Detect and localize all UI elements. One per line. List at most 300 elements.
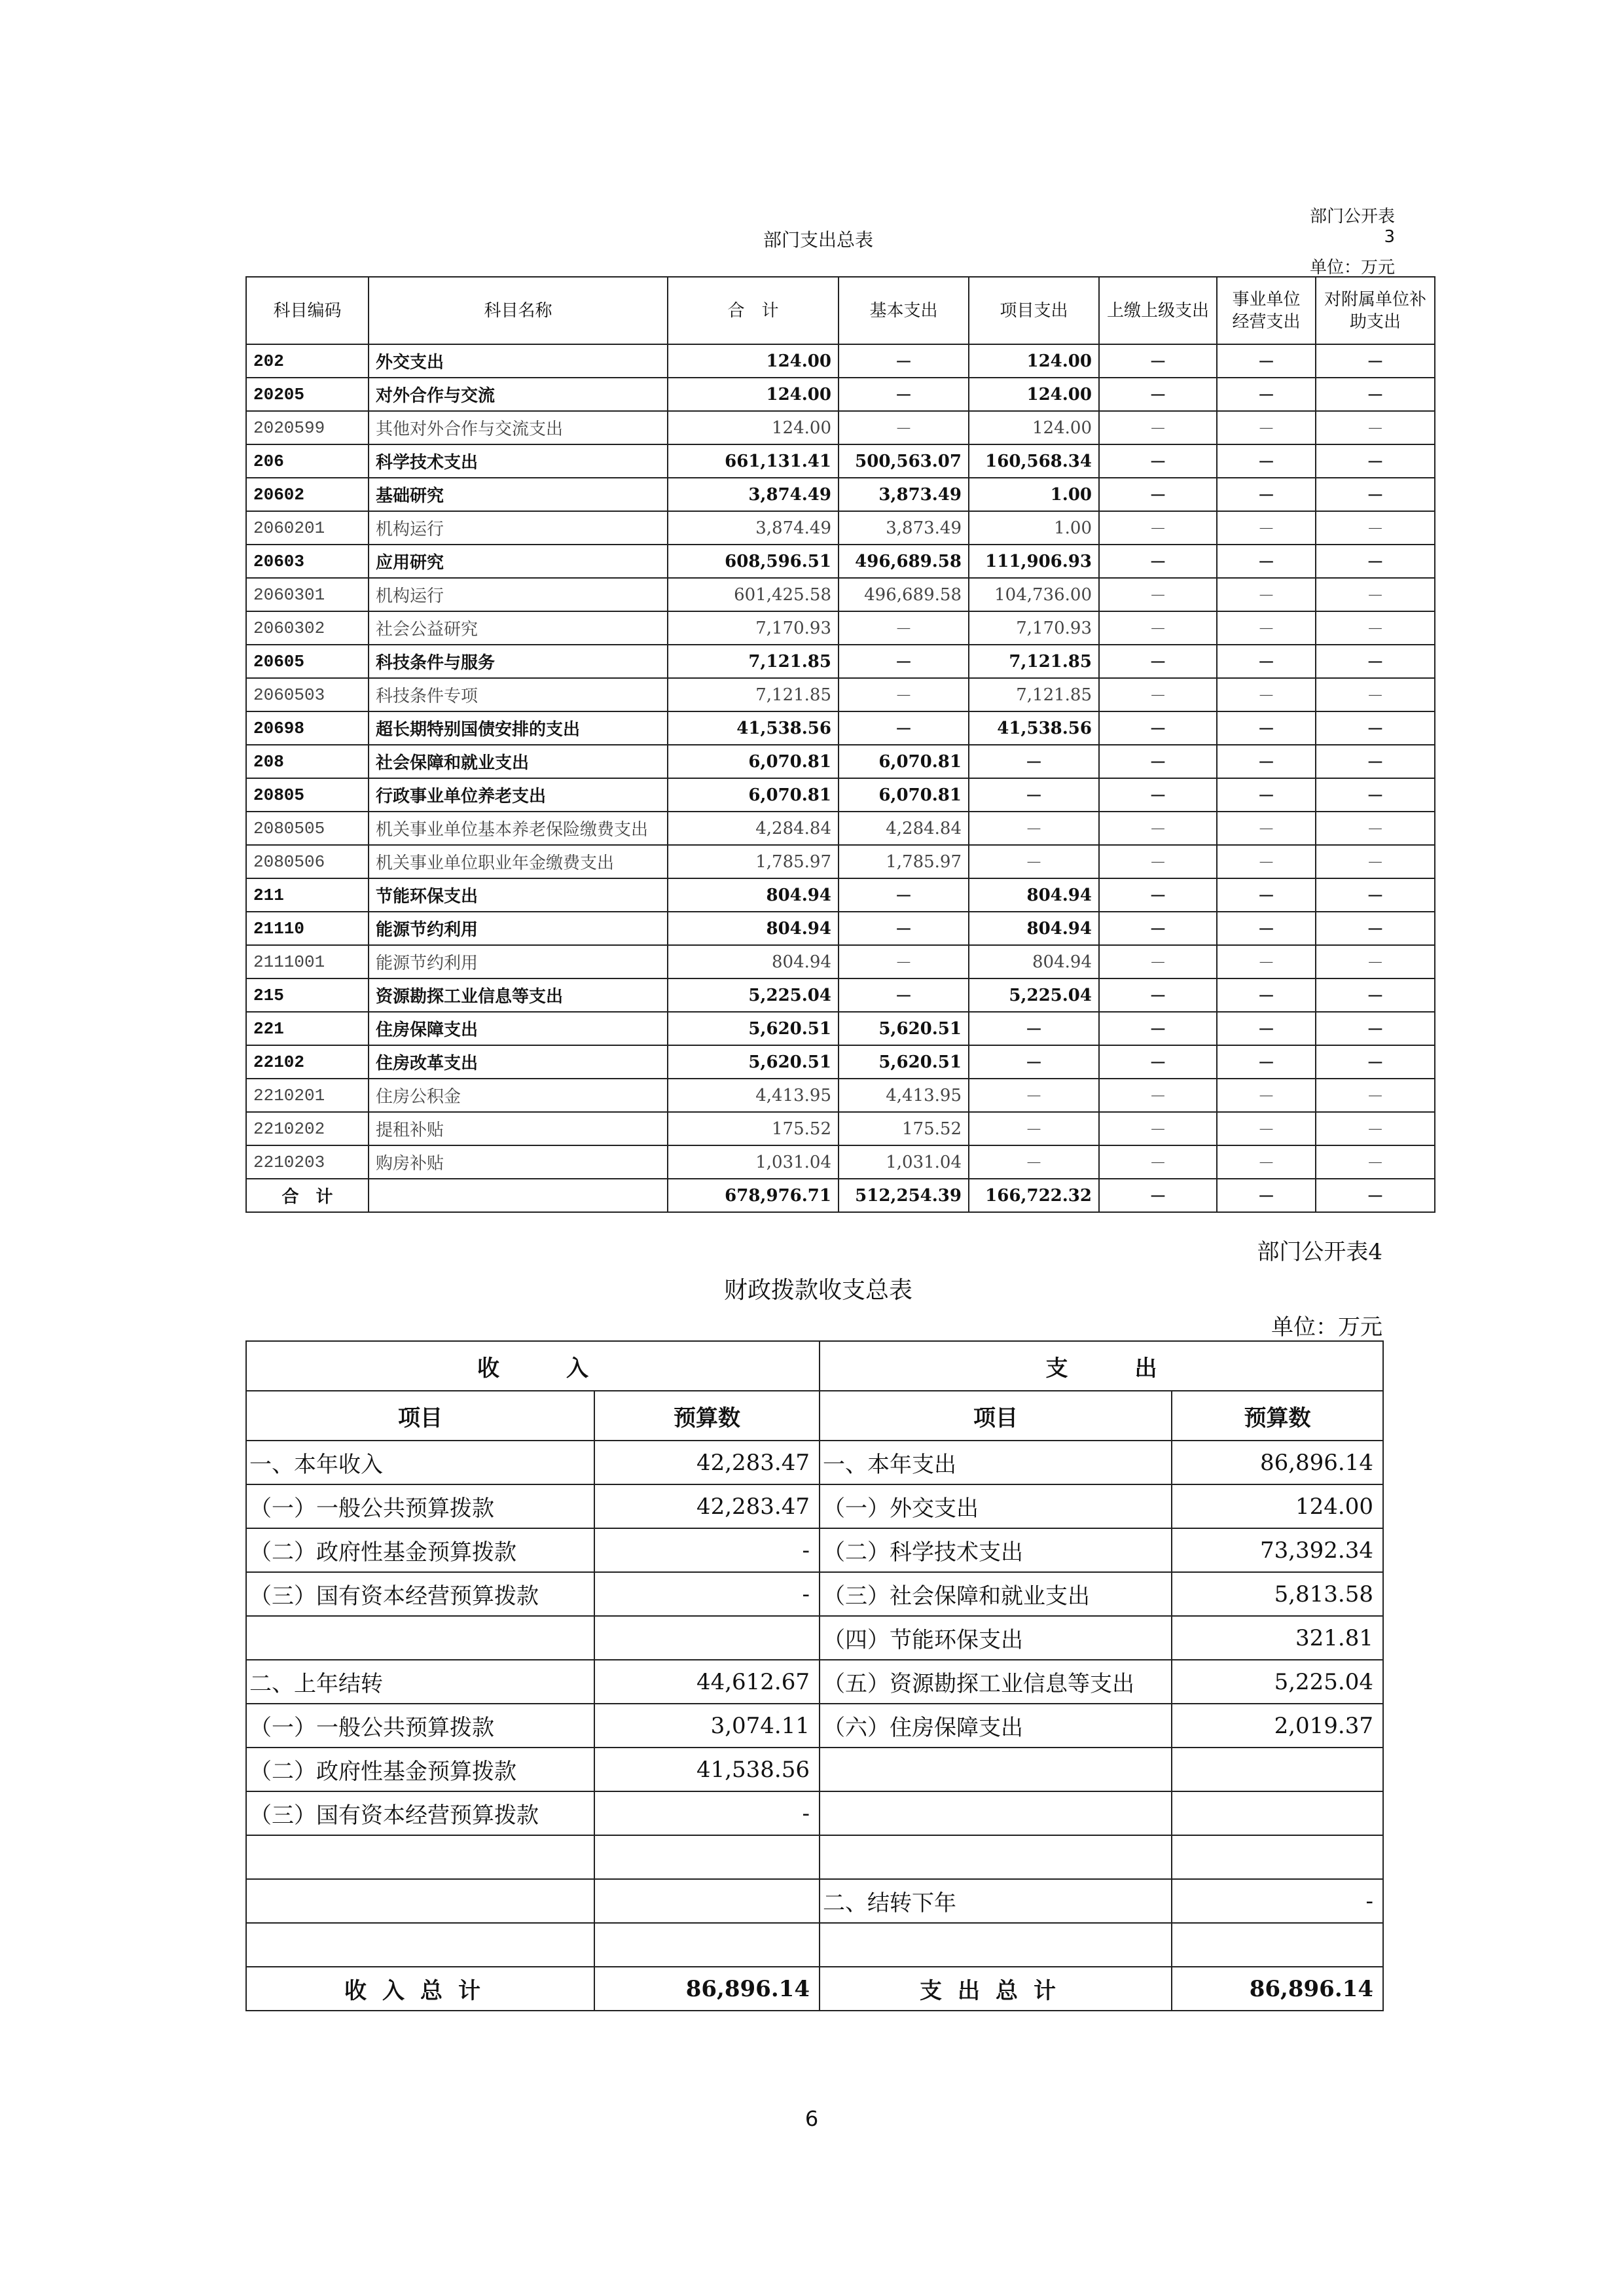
cell-code: 22102 [246, 1045, 369, 1079]
expenditure-summary-table [245, 276, 1435, 1213]
cell-basic: － [839, 611, 969, 645]
cell-sub: － [1316, 745, 1435, 778]
cell-biz: － [1217, 845, 1316, 878]
income-amount: - [594, 1528, 820, 1572]
cell-biz: － [1217, 444, 1316, 478]
expense-header: 支 出 [820, 1341, 1383, 1391]
cell-name: 机构运行 [369, 578, 668, 611]
cell-name: 其他对外合作与交流支出 [369, 411, 668, 444]
cell-upper: － [1099, 711, 1217, 745]
cell-total: 6,070.81 [668, 745, 839, 778]
cell-project: 804.94 [969, 912, 1099, 945]
cell-basic: － [839, 678, 969, 711]
cell-total: 5,225.04 [668, 978, 839, 1012]
table-row [246, 845, 1435, 878]
cell-biz: － [1217, 711, 1316, 745]
expense-item: 一、本年支出 [820, 1441, 1172, 1484]
cell-biz: － [1217, 978, 1316, 1012]
cell-basic: － [839, 378, 969, 411]
cell-name: 社会公益研究 [369, 611, 668, 645]
cell-name: 科学技术支出 [369, 444, 668, 478]
cell-code: 20605 [246, 645, 369, 678]
table-row [246, 411, 1435, 444]
cell-project: 7,121.85 [969, 678, 1099, 711]
fiscal-appropriation-table [245, 1340, 1384, 2011]
cell-sub: － [1316, 1045, 1435, 1079]
cell-name: 提租补贴 [369, 1112, 668, 1145]
cell-code: 2080505 [246, 812, 369, 845]
expense-amount [1172, 1791, 1383, 1835]
cell-project: － [969, 1112, 1099, 1145]
table3-header-row [246, 277, 1435, 344]
cell-sub: － [1316, 845, 1435, 878]
table4-total-row [246, 1967, 1383, 2011]
expense-total-label: 支出总计 [820, 1967, 1172, 2011]
expense-amount-header: 预算数 [1172, 1391, 1383, 1441]
table-row [246, 344, 1435, 378]
cell-upper: － [1099, 812, 1217, 845]
cell-biz: － [1217, 1079, 1316, 1112]
cell-code: 2080506 [246, 845, 369, 878]
cell-basic: 4,413.95 [839, 1079, 969, 1112]
table-row [246, 645, 1435, 678]
cell-basic: 175.52 [839, 1112, 969, 1145]
cell-upper: － [1099, 978, 1217, 1012]
cell-basic: 500,563.07 [839, 444, 969, 478]
cell-project: 124.00 [969, 344, 1099, 378]
cell-total: 4,284.84 [668, 812, 839, 845]
income-item: 一、本年收入 [246, 1441, 594, 1484]
cell-biz: － [1217, 1112, 1316, 1145]
table3-body [246, 344, 1435, 1212]
cell-sub: － [1316, 945, 1435, 978]
cell-biz: － [1217, 545, 1316, 578]
expense-item [820, 1748, 1172, 1791]
cell-name: 科技条件专项 [369, 678, 668, 711]
income-item: （一）一般公共预算拨款 [246, 1704, 594, 1748]
cell-sub: － [1316, 444, 1435, 478]
cell-sub: － [1316, 1112, 1435, 1145]
cell-biz: － [1217, 812, 1316, 845]
cell-biz: － [1217, 1045, 1316, 1079]
cell-name: 超长期特别国债安排的支出 [369, 711, 668, 745]
cell-upper: － [1099, 912, 1217, 945]
cell-name: 应用研究 [369, 545, 668, 578]
cell-upper: － [1099, 1145, 1217, 1179]
cell-total: 678,976.71 [668, 1179, 839, 1212]
cell-name: 节能环保支出 [369, 878, 668, 912]
cell-project: － [969, 1012, 1099, 1045]
cell-total: 41,538.56 [668, 711, 839, 745]
income-amount: 44,612.67 [594, 1660, 820, 1704]
expense-item: （四）节能环保支出 [820, 1616, 1172, 1660]
cell-code: 202 [246, 344, 369, 378]
income-item: （三）国有资本经营预算拨款 [246, 1572, 594, 1616]
cell-total: 6,070.81 [668, 778, 839, 812]
cell-biz: － [1217, 912, 1316, 945]
cell-biz: － [1217, 1012, 1316, 1045]
expense-item [820, 1835, 1172, 1879]
cell-code: 221 [246, 1012, 369, 1045]
income-item: （三）国有资本经营预算拨款 [246, 1791, 594, 1835]
cell-total: 608,596.51 [668, 545, 839, 578]
cell-basic: 1,785.97 [839, 845, 969, 878]
cell-name: 住房保障支出 [369, 1012, 668, 1045]
cell-upper: － [1099, 1079, 1217, 1112]
table-row [246, 1748, 1383, 1791]
table-row [246, 1660, 1383, 1704]
table-row [246, 1484, 1383, 1528]
cell-project: 1.00 [969, 511, 1099, 545]
cell-project: － [969, 845, 1099, 878]
cell-name: 社会保障和就业支出 [369, 745, 668, 778]
cell-sub: － [1316, 778, 1435, 812]
header-project: 项目支出 [969, 277, 1099, 344]
cell-total: 601,425.58 [668, 578, 839, 611]
cell-basic: － [839, 912, 969, 945]
cell-project: 111,906.93 [969, 545, 1099, 578]
cell-project: － [969, 1079, 1099, 1112]
cell-name: 住房改革支出 [369, 1045, 668, 1079]
cell-upper: － [1099, 545, 1217, 578]
table-row [246, 812, 1435, 845]
cell-biz: － [1217, 478, 1316, 511]
cell-name: 科技条件与服务 [369, 645, 668, 678]
cell-total: 7,170.93 [668, 611, 839, 645]
income-total-amount: 86,896.14 [594, 1967, 820, 2011]
cell-project: － [969, 778, 1099, 812]
cell-total: 804.94 [668, 945, 839, 978]
expense-amount: 321.81 [1172, 1616, 1383, 1660]
income-amount [594, 1835, 820, 1879]
table4-title: 财政拨款收支总表 [723, 1277, 912, 1304]
header-total: 合 计 [668, 277, 839, 344]
cell-code: 2210202 [246, 1112, 369, 1145]
cell-sub: － [1316, 478, 1435, 511]
table-row [246, 1791, 1383, 1835]
cell-sub: － [1316, 611, 1435, 645]
expense-amount: 5,813.58 [1172, 1572, 1383, 1616]
expense-amount: 5,225.04 [1172, 1660, 1383, 1704]
cell-basic: 5,620.51 [839, 1045, 969, 1079]
cell-upper: － [1099, 344, 1217, 378]
table-row [246, 1835, 1383, 1879]
income-amount-header: 预算数 [594, 1391, 820, 1441]
cell-sub: － [1316, 511, 1435, 545]
cell-name: 机构运行 [369, 511, 668, 545]
cell-basic: 3,873.49 [839, 478, 969, 511]
cell-total: 661,131.41 [668, 444, 839, 478]
table-row [246, 711, 1435, 745]
expense-amount [1172, 1835, 1383, 1879]
cell-upper: － [1099, 878, 1217, 912]
table3-title: 部门支出总表 [763, 229, 873, 251]
cell-project: 166,722.32 [969, 1179, 1099, 1212]
cell-biz: － [1217, 411, 1316, 444]
expense-item: （二）科学技术支出 [820, 1528, 1172, 1572]
cell-total: 1,785.97 [668, 845, 839, 878]
expense-amount: - [1172, 1879, 1383, 1923]
cell-upper: － [1099, 778, 1217, 812]
cell-biz: － [1217, 1145, 1316, 1179]
cell-total: 804.94 [668, 878, 839, 912]
cell-code: 20602 [246, 478, 369, 511]
cell-basic: － [839, 878, 969, 912]
cell-basic: 4,284.84 [839, 812, 969, 845]
cell-code: 20205 [246, 378, 369, 411]
cell-upper: － [1099, 1112, 1217, 1145]
income-amount: - [594, 1791, 820, 1835]
cell-total: 3,874.49 [668, 478, 839, 511]
cell-name [369, 1179, 668, 1212]
cell-total: 124.00 [668, 411, 839, 444]
cell-biz: － [1217, 778, 1316, 812]
income-item: 二、上年结转 [246, 1660, 594, 1704]
table-row [246, 378, 1435, 411]
cell-upper: － [1099, 611, 1217, 645]
expense-amount [1172, 1923, 1383, 1967]
table-row [246, 611, 1435, 645]
expense-amount [1172, 1748, 1383, 1791]
income-amount: 42,283.47 [594, 1484, 820, 1528]
cell-project: － [969, 1045, 1099, 1079]
cell-name: 能源节约利用 [369, 912, 668, 945]
table-row [246, 778, 1435, 812]
cell-sub: － [1316, 578, 1435, 611]
cell-basic: － [839, 978, 969, 1012]
table-row [246, 478, 1435, 511]
expense-item [820, 1791, 1172, 1835]
cell-name: 购房补贴 [369, 1145, 668, 1179]
cell-upper: － [1099, 444, 1217, 478]
cell-total: 5,620.51 [668, 1045, 839, 1079]
cell-biz: － [1217, 344, 1316, 378]
cell-sub: － [1316, 645, 1435, 678]
cell-sub: － [1316, 878, 1435, 912]
cell-project: － [969, 745, 1099, 778]
cell-biz: － [1217, 611, 1316, 645]
cell-code: 2060201 [246, 511, 369, 545]
expense-item: （一）外交支出 [820, 1484, 1172, 1528]
header-biz: 事业单位经营支出 [1217, 277, 1316, 344]
cell-total: 7,121.85 [668, 678, 839, 711]
cell-name: 外交支出 [369, 344, 668, 378]
cell-project: 804.94 [969, 878, 1099, 912]
table-row [246, 1012, 1435, 1045]
cell-total: 124.00 [668, 378, 839, 411]
cell-total: 124.00 [668, 344, 839, 378]
cell-code: 20603 [246, 545, 369, 578]
table4-sub-header-row [246, 1391, 1383, 1441]
page-number: 6 [804, 2106, 819, 2131]
table-row [246, 1079, 1435, 1112]
expense-item [820, 1923, 1172, 1967]
cell-sub: － [1316, 678, 1435, 711]
cell-project: 124.00 [969, 378, 1099, 411]
cell-code: 211 [246, 878, 369, 912]
cell-name: 基础研究 [369, 478, 668, 511]
cell-code: 2060503 [246, 678, 369, 711]
table-row [246, 1704, 1383, 1748]
cell-basic: 6,070.81 [839, 745, 969, 778]
cell-sub: － [1316, 812, 1435, 845]
header-code: 科目编码 [246, 277, 369, 344]
cell-name: 资源勘探工业信息等支出 [369, 978, 668, 1012]
cell-sub: － [1316, 411, 1435, 444]
table4-unit: 单位：万元 [1271, 1314, 1382, 1340]
income-amount: - [594, 1572, 820, 1616]
cell-upper: － [1099, 511, 1217, 545]
cell-upper: － [1099, 1045, 1217, 1079]
table-row [246, 1441, 1383, 1484]
cell-basic: 496,689.58 [839, 545, 969, 578]
cell-biz: － [1217, 945, 1316, 978]
table-row [246, 1145, 1435, 1179]
cell-total: 3,874.49 [668, 511, 839, 545]
income-item: （二）政府性基金预算拨款 [246, 1528, 594, 1572]
cell-basic: 3,873.49 [839, 511, 969, 545]
cell-basic: 6,070.81 [839, 778, 969, 812]
table-row [246, 1528, 1383, 1572]
income-item [246, 1616, 594, 1660]
cell-upper: － [1099, 378, 1217, 411]
expense-item: （六）住房保障支出 [820, 1704, 1172, 1748]
income-item-header: 项目 [246, 1391, 594, 1441]
cell-sub: － [1316, 1079, 1435, 1112]
expense-amount: 2,019.37 [1172, 1704, 1383, 1748]
income-amount: 3,074.11 [594, 1704, 820, 1748]
cell-project: 804.94 [969, 945, 1099, 978]
cell-basic: － [839, 645, 969, 678]
cell-upper: － [1099, 845, 1217, 878]
cell-project: 1.00 [969, 478, 1099, 511]
table3-total-row [246, 1179, 1435, 1212]
cell-total: 4,413.95 [668, 1079, 839, 1112]
cell-sub: － [1316, 378, 1435, 411]
cell-name: 住房公积金 [369, 1079, 668, 1112]
cell-biz: － [1217, 745, 1316, 778]
cell-upper: － [1099, 645, 1217, 678]
cell-biz: － [1217, 645, 1316, 678]
cell-biz: － [1217, 578, 1316, 611]
table4-group-header-row [246, 1341, 1383, 1391]
cell-basic: 1,031.04 [839, 1145, 969, 1179]
cell-project: 41,538.56 [969, 711, 1099, 745]
table3-tag: 部门公开表3 [1309, 207, 1395, 247]
expense-item: 二、结转下年 [820, 1879, 1172, 1923]
cell-code: 2060302 [246, 611, 369, 645]
table-row [246, 1112, 1435, 1145]
income-header: 收 入 [246, 1341, 820, 1391]
cell-name: 行政事业单位养老支出 [369, 778, 668, 812]
cell-project: 5,225.04 [969, 978, 1099, 1012]
cell-name: 机关事业单位职业年金缴费支出 [369, 845, 668, 878]
cell-code: 206 [246, 444, 369, 478]
cell-biz: － [1217, 678, 1316, 711]
cell-total: 7,121.85 [668, 645, 839, 678]
cell-code: 2020599 [246, 411, 369, 444]
cell-project: － [969, 812, 1099, 845]
cell-code: 20805 [246, 778, 369, 812]
cell-upper: － [1099, 745, 1217, 778]
cell-name: 能源节约利用 [369, 945, 668, 978]
cell-code: 2111001 [246, 945, 369, 978]
income-item [246, 1879, 594, 1923]
cell-name: 对外合作与交流 [369, 378, 668, 411]
cell-upper: － [1099, 478, 1217, 511]
table4-body [246, 1441, 1383, 2011]
cell-project: 124.00 [969, 411, 1099, 444]
table4-tag: 部门公开表4 [1257, 1239, 1382, 1265]
table-row [246, 578, 1435, 611]
cell-sub: － [1316, 1179, 1435, 1212]
header-basic: 基本支出 [839, 277, 969, 344]
expense-amount: 124.00 [1172, 1484, 1383, 1528]
cell-total: 175.52 [668, 1112, 839, 1145]
expense-item: （五）资源勘探工业信息等支出 [820, 1660, 1172, 1704]
header-upper: 上缴上级支出 [1099, 277, 1217, 344]
income-amount: 42,283.47 [594, 1441, 820, 1484]
cell-upper: － [1099, 1012, 1217, 1045]
table-row [246, 945, 1435, 978]
cell-basic: 5,620.51 [839, 1012, 969, 1045]
cell-code: 215 [246, 978, 369, 1012]
cell-project: － [969, 1145, 1099, 1179]
table-row [246, 1923, 1383, 1967]
cell-project: 7,121.85 [969, 645, 1099, 678]
table-row [246, 1572, 1383, 1616]
table-row [246, 444, 1435, 478]
income-item: （二）政府性基金预算拨款 [246, 1748, 594, 1791]
cell-total: 5,620.51 [668, 1012, 839, 1045]
cell-project: 7,170.93 [969, 611, 1099, 645]
cell-upper: － [1099, 578, 1217, 611]
cell-basic: 512,254.39 [839, 1179, 969, 1212]
cell-code: 2060301 [246, 578, 369, 611]
cell-basic: － [839, 945, 969, 978]
cell-code: 2210201 [246, 1079, 369, 1112]
cell-biz: － [1217, 511, 1316, 545]
income-item [246, 1923, 594, 1967]
cell-basic: 496,689.58 [839, 578, 969, 611]
cell-basic: － [839, 411, 969, 444]
expense-amount: 86,896.14 [1172, 1441, 1383, 1484]
cell-code: 20698 [246, 711, 369, 745]
table-row [246, 511, 1435, 545]
cell-sub: － [1316, 545, 1435, 578]
income-item: （一）一般公共预算拨款 [246, 1484, 594, 1528]
cell-sub: － [1316, 978, 1435, 1012]
cell-upper: － [1099, 678, 1217, 711]
cell-biz: － [1217, 378, 1316, 411]
cell-name: 机关事业单位基本养老保险缴费支出 [369, 812, 668, 845]
header-name: 科目名称 [369, 277, 668, 344]
cell-code: 2210203 [246, 1145, 369, 1179]
table-row [246, 1045, 1435, 1079]
cell-basic: － [839, 711, 969, 745]
cell-project: 160,568.34 [969, 444, 1099, 478]
table-row [246, 978, 1435, 1012]
cell-code: 208 [246, 745, 369, 778]
table-row [246, 1879, 1383, 1923]
income-item [246, 1835, 594, 1879]
cell-code: 21110 [246, 912, 369, 945]
cell-upper: － [1099, 1179, 1217, 1212]
income-amount [594, 1923, 820, 1967]
table-row [246, 912, 1435, 945]
expense-total-amount: 86,896.14 [1172, 1967, 1383, 2011]
table-row [246, 878, 1435, 912]
